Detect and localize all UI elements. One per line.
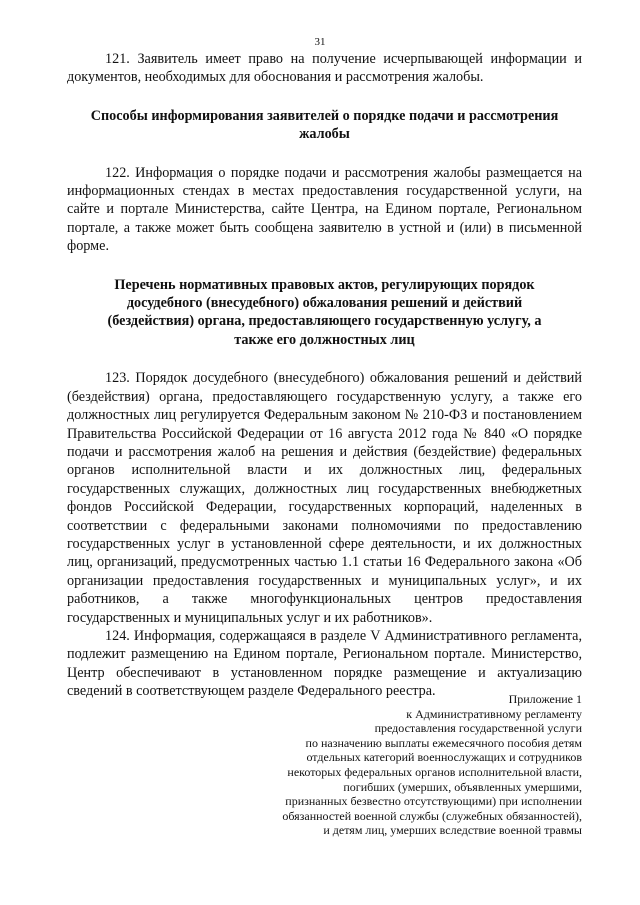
appendix-line: обязанностей военной службы (служебных обязанностей),: [282, 808, 582, 823]
paragraph-124: 124. Информация, содержащаяся в разделе V Административного регламента, подлежит размещению на Едином портале, Региональном портале. Министерство, Центр обеспечивают в установленном порядке размещение и актуализацию сведений в соответствующем разделе Федерального реестра.: [67, 627, 582, 700]
appendix-line: предоставления государственной услуги: [374, 721, 582, 736]
appendix-line: некоторых федеральных органов исполнительной власти,: [287, 764, 582, 779]
document-body: [67, 50, 582, 701]
paragraph-122: 122. Информация о порядке подачи и рассмотрения жалобы размещается на информационных стендах в местах предоставления государственной услуги, на сайте и портале Министерства, сайте Центра, на Едином портале, Региональном портале, а также может быть сообщена заявителю в устной и (или) в письменной форме.: [67, 164, 582, 255]
appendix-line: Приложение 1: [508, 692, 582, 706]
paragraph-123: 123. Порядок досудебного (внесудебного) обжалования решений и действий (бездействия) органа, предоставляющего государственную услугу, а также его должностных лиц регулируется Федеральным законом № 210-ФЗ и постановлением Правительства Российской Федерации от 16 августа 2012 года № 840 «О порядке подачи и рассмотрения жалоб на решения и действия (бездействие) федеральных органов исполнительной власти и их должностных лиц, федеральных государственных служащих, должностных лиц государственных внебюджетных фондов Российской Федерации, государственных корпораций, наделенных в соответствии с федеральными законами полномочиями по предоставлению государственных услуг в установленной сфере деятельности, и их должностных лиц, организаций, предусмотренных частью 1.1 статьи 16 Федерального закона «Об организации предоставления государственных и муниципальных услуг», и их работников, а также многофункциональных центров предоставления государственных и муниципальных услуг и их работников».: [67, 370, 582, 626]
appendix-line: по назначению выплаты ежемесячного пособия детям: [305, 735, 582, 750]
appendix-line: отдельных категорий военнослужащих и сотрудников: [306, 750, 582, 765]
appendix-line: к Административному регламенту: [406, 706, 582, 721]
appendix-line: и детям лиц, умерших вследствие военной травмы: [323, 823, 582, 838]
appendix-line: погибших (умерших, объявленных умершими,: [343, 779, 582, 794]
section-heading-legal-acts: Перечень нормативных правовых актов, регулирующих порядок досудебного (внесудебного) обжалования решений и действий (бездействия) органа, предоставляющего государственную услугу, а также его должностных лиц: [107, 276, 542, 348]
appendix-note: [240, 692, 582, 838]
paragraph-121: 121. Заявитель имеет право на получение исчерпывающей информации и документов, необходимых для обоснования и рассмотрения жалобы.: [67, 51, 582, 86]
page-number: 31: [314, 36, 326, 48]
appendix-line: признанных безвестно отсутствующими) при исполнении: [285, 794, 582, 809]
section-heading-complaint-info: Способы информирования заявителей о порядке подачи и рассмотрения жалобы: [90, 107, 559, 143]
